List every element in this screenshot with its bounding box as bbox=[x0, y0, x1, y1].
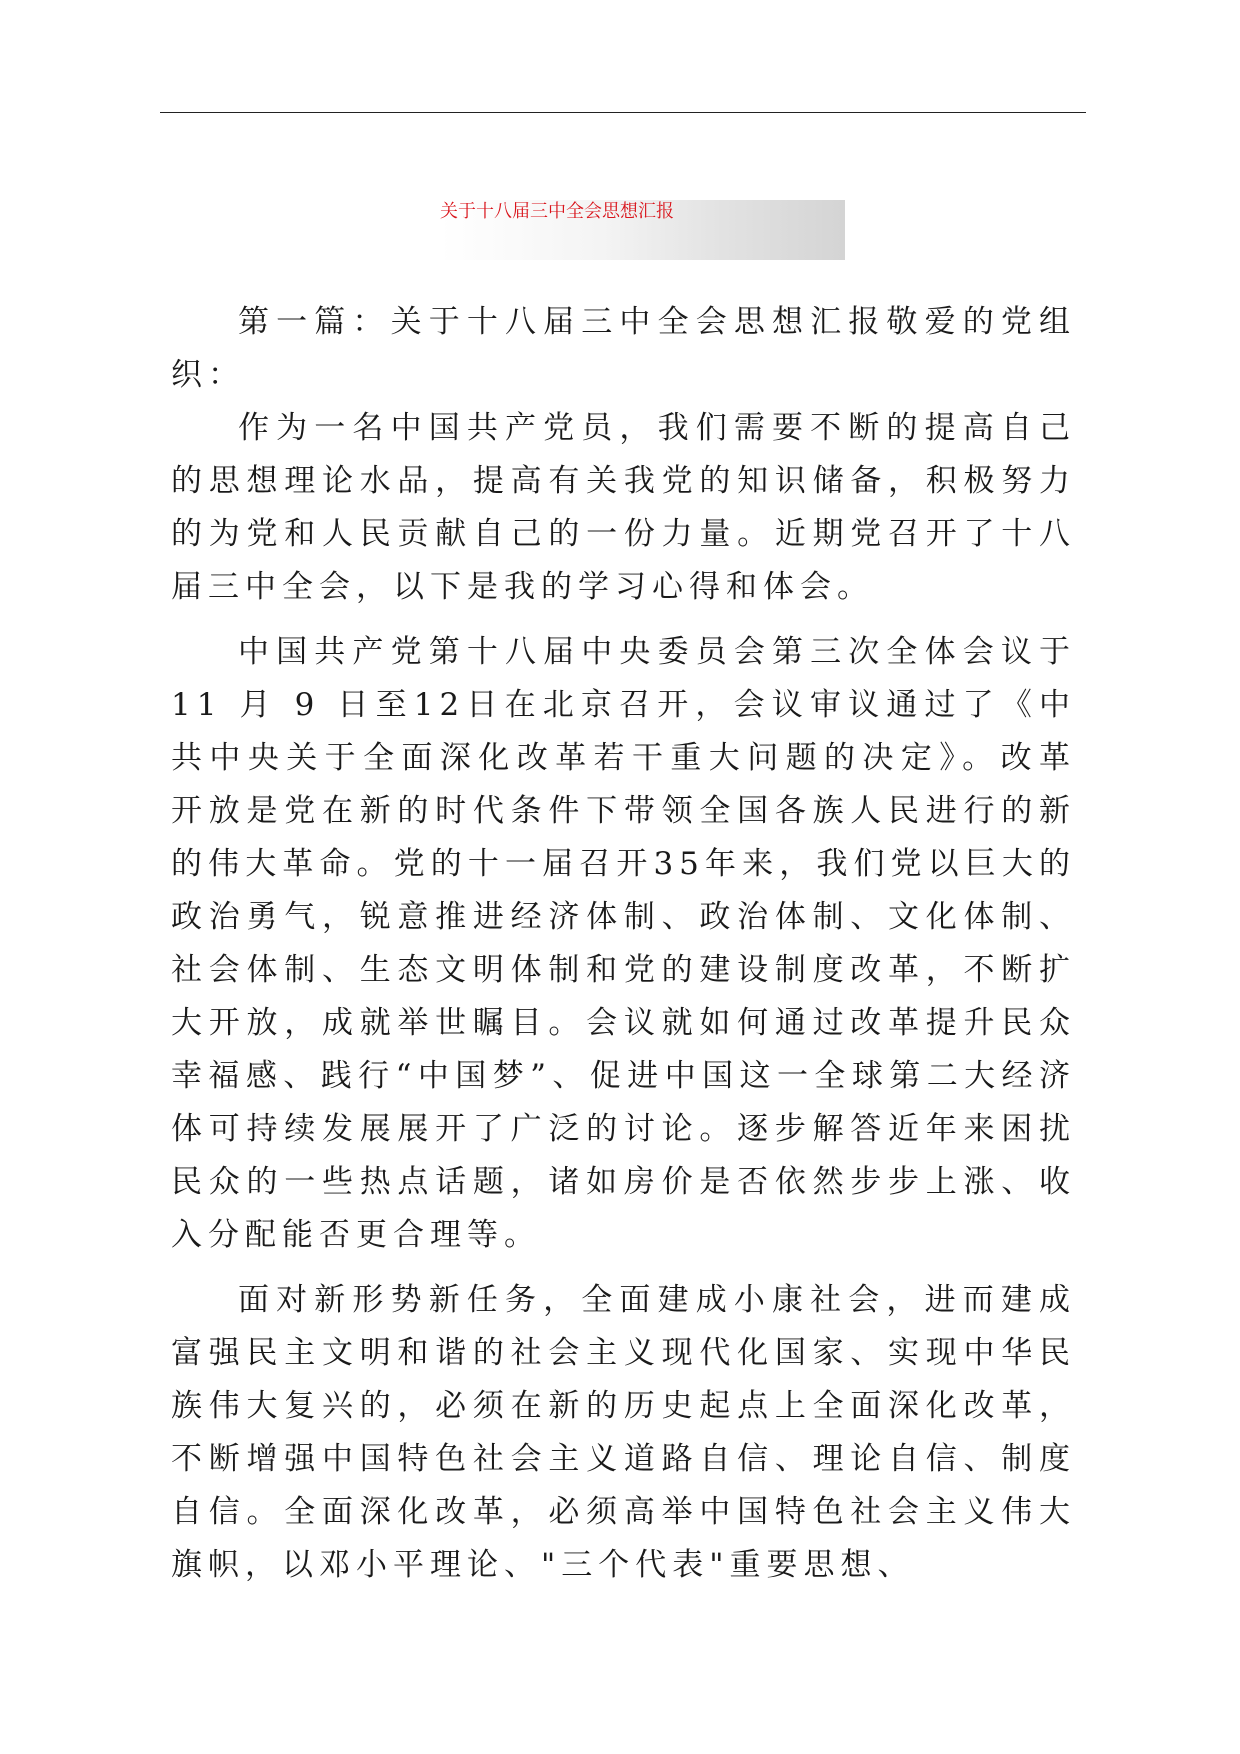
paragraph-reform: 面对新形势新任务，全面建成小康社会，进而建成富强民主文明和谐的社会主义现代化国家、实现中华民族伟大复兴的，必须在新的历史起点上全面深化改革，不断增强中国特色社会主义道路自信、理论自信、制度自信。全面深化改革，必须高举中国特色社会主义伟大旗帜，以邓小平理论、"三个代表"重要思想、 bbox=[171, 1282, 1076, 1583]
paragraph-meeting: 中国共产党第十八届中央委员会第三次全体会议于11 月 9 日至12日在北京召开，会议审议通过了《中共中央关于全面深化改革若干重大问题的决定》。改革开放是党在新的时代条件下带领全国各族人民进行的新的伟大革命。党的十一届召开35年来，我们党以巨大的政治勇气，锐意推进经济体制、政治体制、文化体制、社会体制、生态文明体制和党的建设制度改革，不断扩大开放，成就举世瞩目。会议就如何通过改革提升民众幸福感、践行“中国梦”、促进中国这一全球第二大经济体可持续发展展开了广泛的讨论。逐步解答近年来困扰民众的一些热点话题，诸如房价是否依然步步上涨、收入分配能否更合理等。 bbox=[171, 634, 1076, 1253]
paragraph-intro: 作为一名中国共产党员，我们需要不断的提高自己的思想理论水品，提高有关我党的知识储备，积极努力的为党和人民贡献自己的一份力量。近期党召开了十八届三中全会，以下是我的学习心得和体会。 bbox=[171, 410, 1076, 605]
paragraph-heading: 第一篇：关于十八届三中全会思想汇报敬爱的党组织： bbox=[171, 304, 1076, 393]
document-body bbox=[171, 296, 1076, 1592]
document-title: 关于十八届三中全会思想汇报 bbox=[440, 201, 674, 222]
header-rule bbox=[160, 112, 1086, 113]
